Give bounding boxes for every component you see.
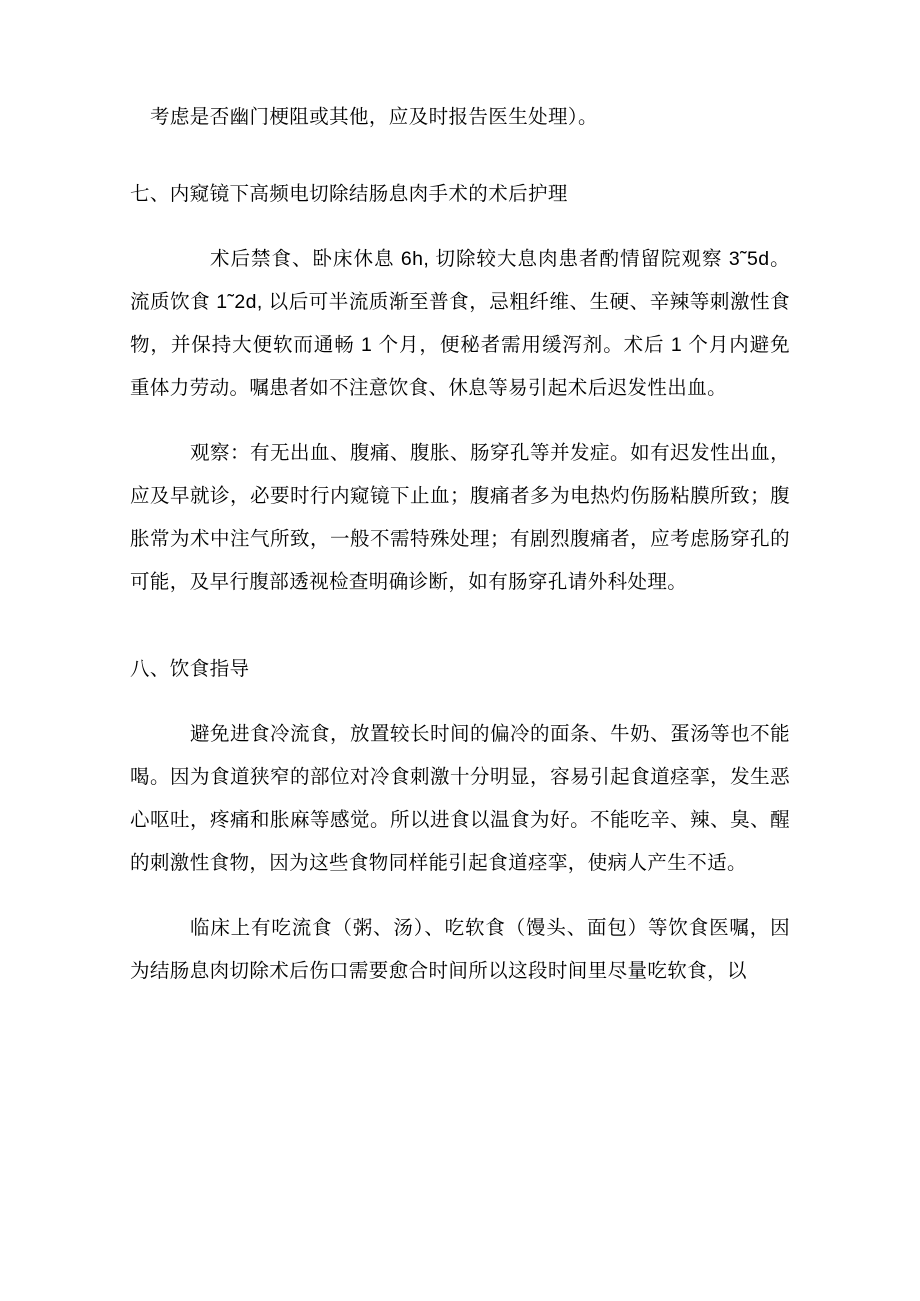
spacer bbox=[130, 216, 790, 238]
section-heading-seven: 七、内窥镜下高频电切除结肠息肉手术的术后护理 bbox=[130, 183, 568, 205]
spacer bbox=[130, 139, 790, 173]
spacer bbox=[130, 604, 790, 648]
section-heading-eight: 八、饮食指导 bbox=[130, 658, 250, 680]
paragraph-diet-one: 避免进食冷流食，放置较长时间的偏冷的面条、牛奶、蛋汤等也不能喝。因为食道狭窄的部位对冷食刺激十分明显，容易引起食道痉挛，发生恶心呕吐，疼痛和胀麻等感觉。所以进食以温食为好。不能吃辛、辣、臭、醒的刺激性食物，因为这些食物同样能引起食道痉挛，使病人产生不适。 bbox=[130, 723, 790, 874]
paragraph-continuation: 考虑是否幽门梗阻或其他，应及时报告医生处理）。 bbox=[150, 106, 598, 128]
spacer bbox=[130, 410, 790, 432]
paragraph-diet-two: 临床上有吃流食（粥、汤）、吃软食（馒头、面包）等饮食医嘱，因为结肠息肉切除术后伤口需要愈合时间所以这段时间里尽量吃软食，以 bbox=[130, 917, 790, 982]
spacer bbox=[130, 691, 790, 713]
paragraph-observation: 观察：有无出血、腹痛、腹胀、肠穿孔等并发症。如有迟发性出血，应及早就诊，必要时行内窥镜下止血；腹痛者多为电热灼伤肠粘膜所致；腹胀常为术中注气所致，一般不需特殊处理；有剧烈腹痛者，应考虑肠穿孔的可能，及早行腹部透视检查明确诊断，如有肠穿孔请外科处理。 bbox=[130, 442, 790, 593]
document-text-column bbox=[130, 96, 790, 993]
spacer bbox=[130, 885, 790, 907]
paragraph-postop-care: 术后禁食、卧床休息 6h, 切除较大息肉患者酌情留院观察 3˜5d。流质饮食 1˜2d, 以后可半流质渐至普食，忌粗纤维、生硬、辛辣等刺激性食物，并保持大便软而通畅 1 个月，便秘者需用缓泻剂。术后 1 个月内避免重体力劳动。嘱患者如不注意饮食、休息等易引起术后迟发性出血。 bbox=[130, 248, 790, 399]
